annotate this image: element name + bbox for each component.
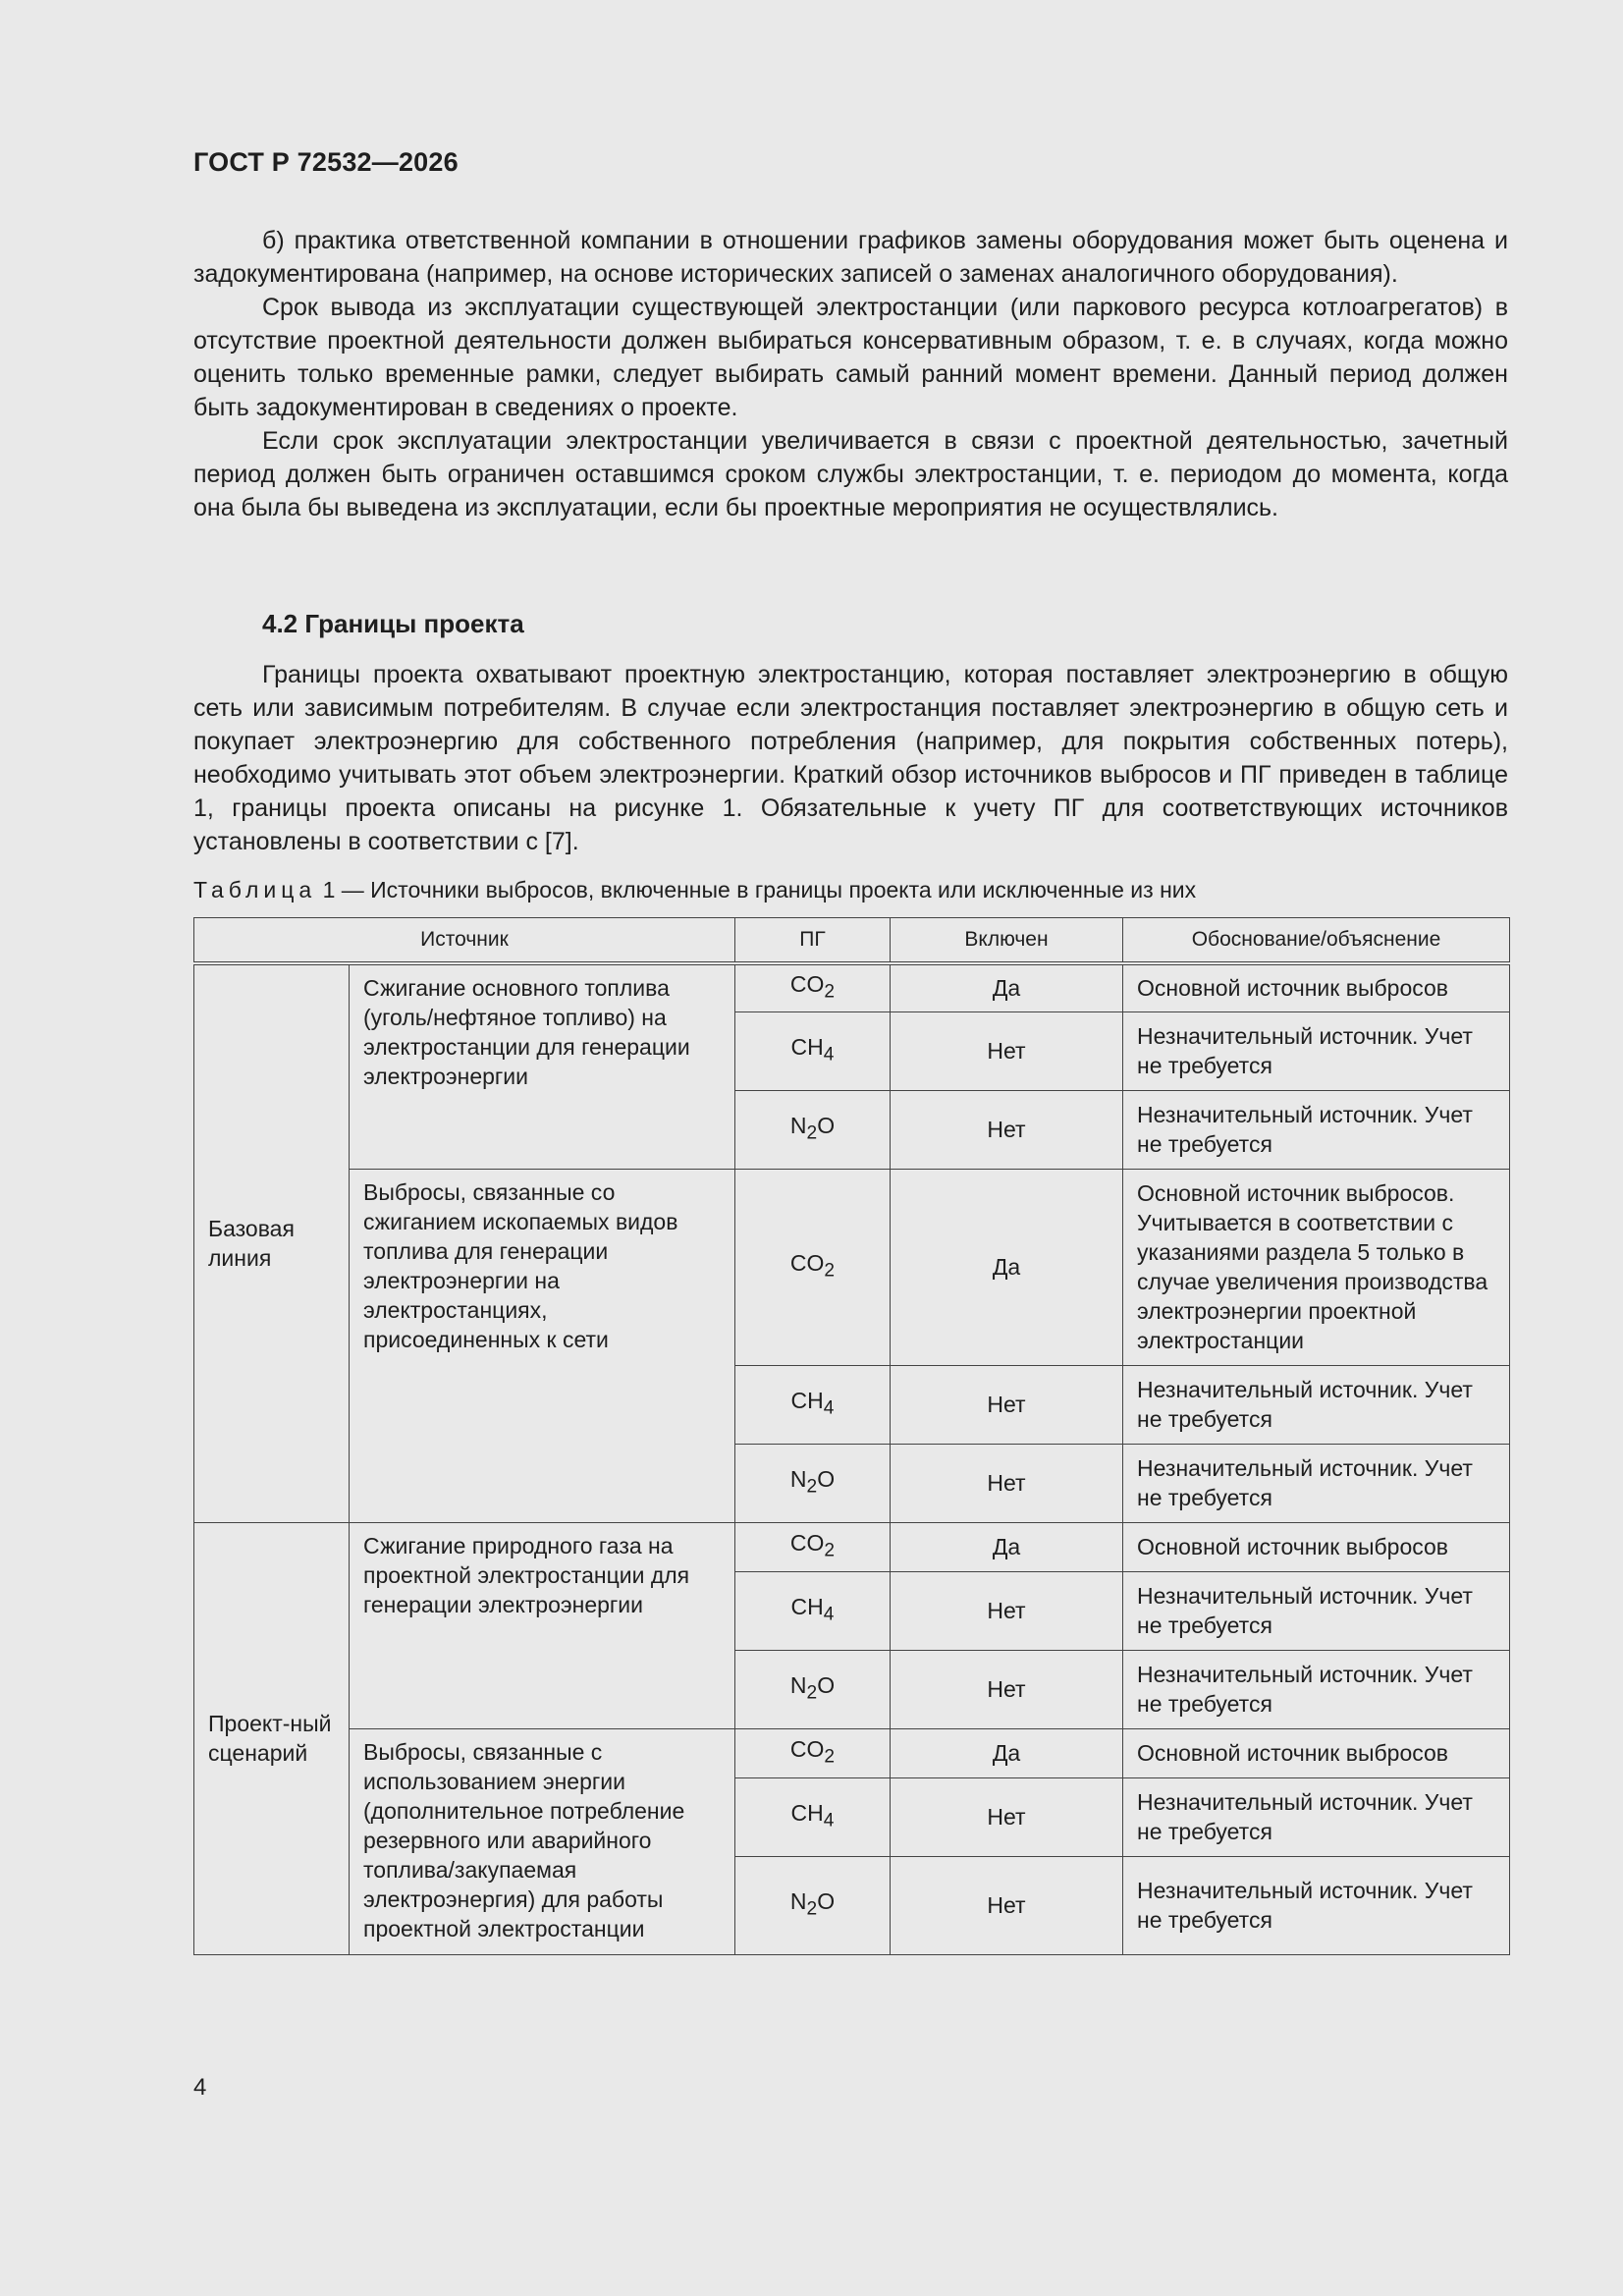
header-gas: ПГ [735, 918, 891, 964]
reason-cell: Основной источник выбросов [1123, 1728, 1510, 1777]
gas-cell: $CH_4$ [735, 1011, 891, 1090]
gas-cell: $N_2O$ [735, 1856, 891, 1954]
document-code: ГОСТ Р 72532—2026 [193, 147, 459, 177]
reason-cell: Незначительный источник. Учет не требуется [1123, 1777, 1510, 1856]
table-header-row [194, 918, 1510, 964]
gas-cell: $CO_2$ [735, 1522, 891, 1571]
gas-cell: $CH_4$ [735, 1777, 891, 1856]
included-cell: Нет [891, 1011, 1123, 1090]
reason-cell: Основной источник выбросов. Учитывается в соответствии с указаниями раздела 5 только в случае увеличения производства электроэнергии проектной электростанции [1123, 1169, 1510, 1365]
gas-cell: $N_2O$ [735, 1090, 891, 1169]
table-caption-text: 1 — Источники выбросов, включенные в границы проекта или исключенные из них [316, 877, 1197, 902]
source-cell: Выбросы, связанные с использованием энергии (дополнительное потребление резервного или аварийного топлива/закупаемая электроэнергия) для работы проектной электростанции [350, 1728, 735, 1954]
included-cell: Нет [891, 1444, 1123, 1522]
reason-cell: Основной источник выбросов [1123, 963, 1510, 1011]
source-cell: Сжигание основного топлива (уголь/нефтяное топливо) на электростанции для генерации электроэнергии [350, 963, 735, 1169]
table-caption [193, 877, 1196, 903]
header-source: Источник [194, 918, 735, 964]
section-heading: 4.2 Границы проекта [262, 609, 524, 638]
paragraph: б) практика ответственной компании в отношении графиков замены оборудования может быть оценена и задокументирована (например, на основе исторических записей о заменах аналогичного оборудования). [193, 227, 1508, 288]
included-cell: Нет [891, 1856, 1123, 1954]
reason-cell: Незначительный источник. Учет не требуется [1123, 1650, 1510, 1728]
included-cell: Нет [891, 1365, 1123, 1444]
included-cell: Нет [891, 1571, 1123, 1650]
included-cell: Нет [891, 1650, 1123, 1728]
paragraph: Границы проекта охватывают проектную электростанцию, которая поставляет электроэнергию в общую сеть или зависимым потребителям. В случае если электростанция поставляет электроэнергию в общую сеть и покупает электроэнергию для собственного потребления (например, для покрытия собственных потерь), необходимо учитывать этот объем электроэнергии. Краткий обзор источников выбросов и ПГ приведен в таблице 1, границы проекта описаны на рисунке 1. Обязательные к учету ПГ для соответствующих источников установлены в соответствии с [7]. [193, 661, 1508, 855]
header-included: Включен [891, 918, 1123, 964]
sources-table [193, 917, 1510, 1955]
gas-cell: $N_2O$ [735, 1444, 891, 1522]
gas-cell: $CH_4$ [735, 1571, 891, 1650]
included-cell: Да [891, 1728, 1123, 1777]
gas-cell: $N_2O$ [735, 1650, 891, 1728]
page-number: 4 [193, 2074, 207, 2101]
gas-cell: $CO_2$ [735, 1169, 891, 1365]
reason-cell: Незначительный источник. Учет не требуется [1123, 1444, 1510, 1522]
gas-cell: $CO_2$ [735, 1728, 891, 1777]
included-cell: Да [891, 1169, 1123, 1365]
included-cell: Нет [891, 1777, 1123, 1856]
reason-cell: Незначительный источник. Учет не требуется [1123, 1571, 1510, 1650]
table-row [194, 1522, 1510, 1571]
included-cell: Да [891, 1522, 1123, 1571]
reason-cell: Незначительный источник. Учет не требуется [1123, 1856, 1510, 1954]
category-baseline: Базовая линия [194, 963, 350, 1522]
section-text [193, 658, 1508, 858]
paragraph: Если срок эксплуатации электростанции увеличивается в связи с проектной деятельностью, зачетный период должен быть ограничен оставшимся сроком службы электростанции, т. е. периодом до момента, когда она была бы выведена из эксплуатации, если бы проектные мероприятия не осуществлялись. [193, 427, 1508, 521]
gas-cell: $CO_2$ [735, 963, 891, 1011]
table-row [194, 963, 1510, 1011]
source-cell: Сжигание природного газа на проектной электростанции для генерации электроэнергии [350, 1522, 735, 1728]
table-row [194, 1728, 1510, 1777]
reason-cell: Незначительный источник. Учет не требуется [1123, 1011, 1510, 1090]
header-reason: Обоснование/объяснение [1123, 918, 1510, 964]
source-cell: Выбросы, связанные со сжиганием ископаемых видов топлива для генерации электроэнергии на электростанциях, присоединенных к сети [350, 1169, 735, 1522]
category-project: Проект-ный сценарий [194, 1522, 350, 1954]
included-cell: Да [891, 963, 1123, 1011]
table-row [194, 1169, 1510, 1365]
gas-cell: $CH_4$ [735, 1365, 891, 1444]
included-cell: Нет [891, 1090, 1123, 1169]
intro-text [193, 224, 1508, 524]
reason-cell: Незначительный источник. Учет не требуется [1123, 1090, 1510, 1169]
reason-cell: Основной источник выбросов [1123, 1522, 1510, 1571]
reason-cell: Незначительный источник. Учет не требуется [1123, 1365, 1510, 1444]
paragraph: Срок вывода из эксплуатации существующей электростанции (или паркового ресурса котлоагрегатов) в отсутствие проектной деятельности должен выбираться консервативным образом, т. е. в случаях, когда можно оценить только временные рамки, следует выбирать самый ранний момент времени. Данный период должен быть задокументирован в сведениях о проекте. [193, 294, 1508, 421]
table-caption-label: Таблица [193, 877, 317, 902]
